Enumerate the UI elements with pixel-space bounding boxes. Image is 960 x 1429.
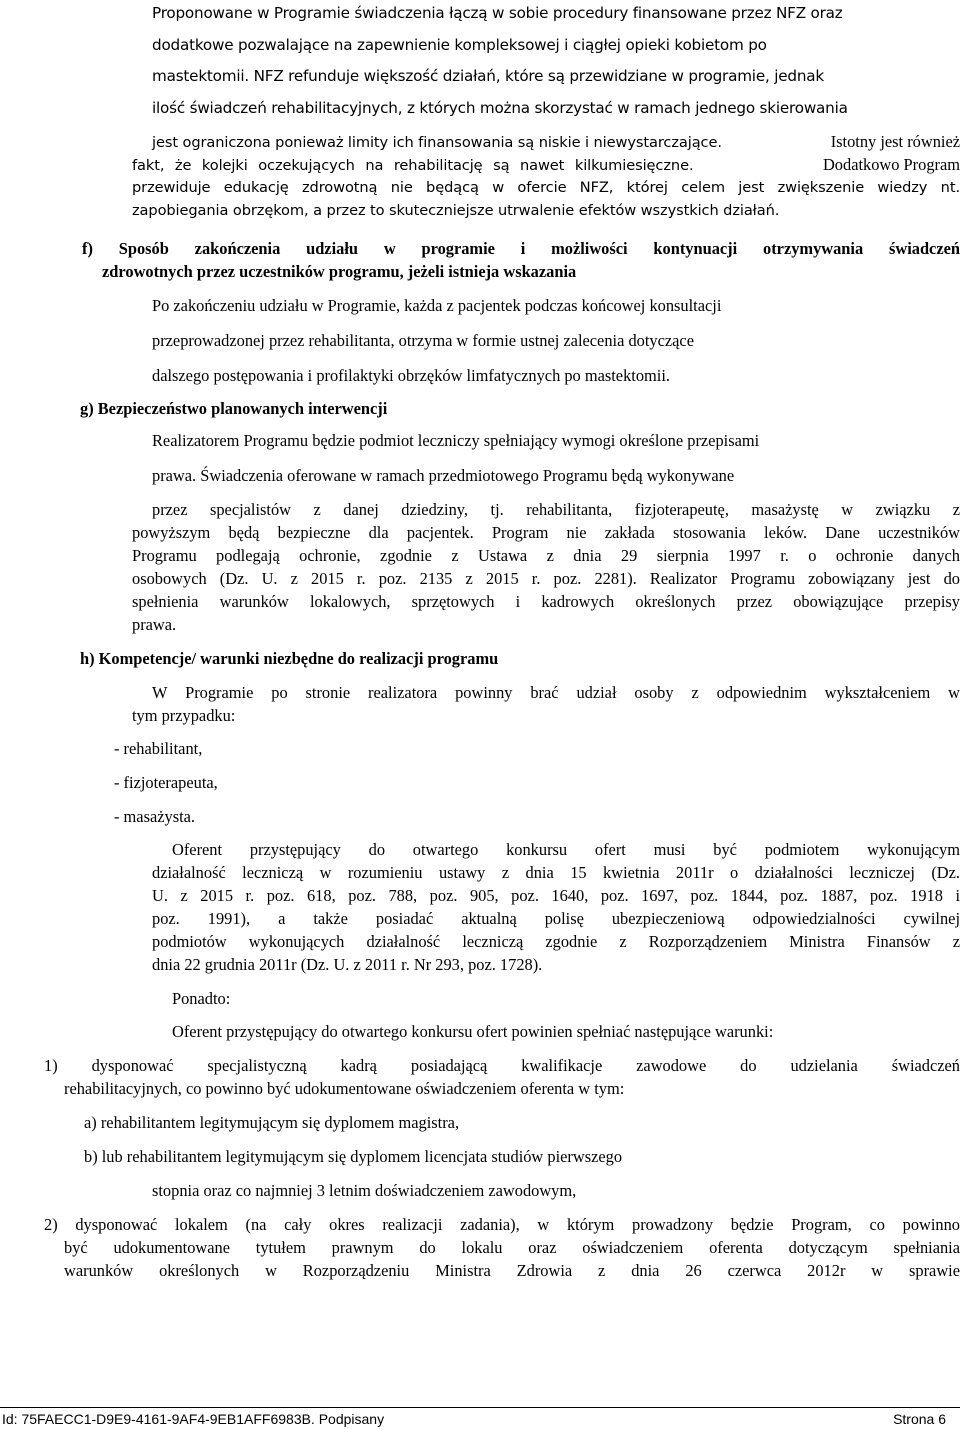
intro-line-6-a: fakt, że kolejki oczekujących na rehabilitację są nawet kilkumiesięczne.: [132, 157, 694, 174]
intro-line-1: Proponowane w Programie świadczenia łączą w sobie procedury finansowane przez NFZ oraz: [152, 4, 843, 22]
section-f-line-3: dalszego postępowania i profilaktyki obrzęków limfatycznych po mastektomii.: [152, 366, 670, 385]
offer-line-5: podmiotów wykonujących działalność leczniczą zgodnie z Rozporządzeniem Ministra Finansów z: [152, 932, 960, 951]
list-item-fizjoterapeuta: - fizjoterapeuta,: [114, 773, 218, 792]
list-item-masazysta: - masażysta.: [114, 807, 196, 826]
section-g-line-7: spełnienia warunków lokalowych, sprzętowych i kadrowych określonych przez obowiązujące przepisy: [132, 592, 960, 611]
condition-1a: a) rehabilitantem legitymującym się dyplomem magistra,: [84, 1113, 460, 1132]
section-f-heading-1: [82, 239, 960, 259]
intro-line-6-b: Dodatkowo Program: [822, 155, 960, 174]
section-h-line-2: tym przypadku:: [132, 706, 236, 725]
section-h-line-1: W Programie po stronie realizatora powinny brać udział osoby z odpowiednim wykształceniem w: [152, 683, 960, 702]
ponadto-label: Ponadto:: [172, 989, 231, 1008]
section-g-line-2: prawa. Świadczenia oferowane w ramach przedmiotowego Programu będą wykonywane: [152, 466, 735, 485]
section-f-heading-2-text: zdrowotnych przez uczestników programu, jeżeli istnieja wskazania: [102, 262, 577, 281]
list-item-rehabilitant: - rehabilitant,: [114, 739, 203, 758]
offer-line-2: działalność leczniczą w rozumieniu ustawy z dnia 15 kwietnia 2011r o działalności leczniczej (Dz.: [152, 863, 960, 882]
conditions-intro: Oferent przystępujący do otwartego konkursu ofert powinien spełniać następujące warunki:: [172, 1022, 774, 1041]
intro-line-4: ilość świadczeń rehabilitacyjnych, z których można skorzystać w ramach jednego skierowania: [152, 99, 848, 117]
condition-1-line-2: rehabilitacyjnych, co powinno być udokumentowane oświadczeniem oferenta w tym:: [64, 1079, 625, 1098]
condition-2-line-2: być udokumentowane tytułem prawnym do lokalu oraz oświadczeniem oferenta dotyczącym spełniania: [64, 1238, 960, 1257]
intro-line-5-b: Istotny jest również: [830, 132, 960, 151]
section-g-line-4: powyższym będą bezpieczne dla pacjentek. Program nie zakłada stosowania leków. Dane uczestników: [132, 523, 960, 542]
intro-line-6: [132, 155, 960, 176]
offer-line-1: Oferent przystępujący do otwartego konkursu ofert musi być podmiotem wykonującym: [172, 840, 960, 859]
section-g-line-8: prawa.: [132, 615, 177, 634]
section-g-heading: [80, 399, 387, 419]
offer-line-4: poz. 1991), a także posiadać aktualną polisę ubezpieczeniową odpowiedzialności cywilnej: [152, 909, 960, 928]
condition-1b-line-1: b) lub rehabilitantem legitymującym się dyplomem licencjata studiów pierwszego: [84, 1147, 623, 1166]
section-g-line-6: osobowych (Dz. U. z 2015 r. poz. 2135 z 2015 r. poz. 2281). Realizator Programu zobowiązany jest do: [132, 569, 960, 588]
intro-line-3: mastektomii. NFZ refunduje większość działań, które są przewidziane w programie, jednak: [152, 67, 824, 85]
section-f-heading-2: [102, 262, 576, 282]
intro-line-5-a: jest ograniczona ponieważ limity ich finansowania są niskie i niewystarczające.: [152, 134, 722, 151]
condition-1b-line-2: stopnia oraz co najmniej 3 letnim doświadczeniem zawodowym,: [152, 1181, 577, 1200]
section-g-line-3: przez specjalistów z danej dziedziny, tj. rehabilitanta, fizjoterapeutę, masażystę w związku z: [152, 500, 960, 519]
condition-2-line-1: 2) dysponować lokalem (na cały okres realizacji zadania), w którym prowadzony będzie Program, co powinno: [44, 1215, 960, 1234]
section-h-heading: [80, 649, 498, 669]
section-g-line-1: Realizatorem Programu będzie podmiot leczniczy spełniający wymogi określone przepisami: [152, 431, 760, 450]
intro-line-8: zapobiegania obrzękom, a przez to skuteczniejsze utrwalenie efektów wszystkich działań.: [132, 202, 780, 219]
offer-line-3: U. z 2015 r. poz. 618, poz. 788, poz. 905, poz. 1640, poz. 1697, poz. 1844, poz. 1887, poz. 1918 i: [152, 886, 960, 905]
intro-line-7: przewiduje edukację zdrowotną nie będącą w ofercie NFZ, której celem jest zwiększenie wiedzy nt.: [132, 179, 960, 196]
section-h-heading-text: h) Kompetencje/ warunki niezbędne do realizacji programu: [80, 649, 499, 668]
page-number: Strona 6: [893, 1411, 946, 1427]
offer-line-6: dnia 22 grudnia 2011r (Dz. U. z 2011 r. Nr 293, poz. 1728).: [152, 955, 543, 974]
section-g-heading-text: g) Bezpieczeństwo planowanych interwencji: [80, 399, 388, 418]
intro-line-5: [152, 132, 960, 153]
page-footer: [0, 1407, 960, 1429]
section-f-line-2: przeprowadzonej przez rehabilitanta, otrzyma w formie ustnej zalecenia dotyczące: [152, 331, 694, 350]
document-id: Id: 75FAECC1-D9E9-4161-9AF4-9EB1AFF6983B. Podpisany: [2, 1411, 385, 1427]
section-g-line-5: Programu podlegają ochronie, zgodnie z Ustawa z dnia 29 sierpnia 1997 r. o ochronie danych: [132, 546, 960, 565]
condition-2-line-3: warunków określonych w Rozporządzeniu Ministra Zdrowia z dnia 26 czerwca 2012r w sprawie: [64, 1261, 960, 1280]
intro-line-2: dodatkowe pozwalające na zapewnienie kompleksowej i ciągłej opieki kobietom po: [152, 36, 767, 54]
section-f-heading-1-text: f) Sposób zakończenia udziału w programie i możliwości kontynuacji otrzymywania świadczeń: [82, 239, 960, 258]
condition-1-line-1: 1) dysponować specjalistyczną kadrą posiadającą kwalifikacje zawodowe do udzielania świadczeń: [44, 1056, 960, 1075]
section-f-line-1: Po zakończeniu udziału w Programie, każda z pacjentek podczas końcowej konsultacji: [152, 296, 722, 315]
